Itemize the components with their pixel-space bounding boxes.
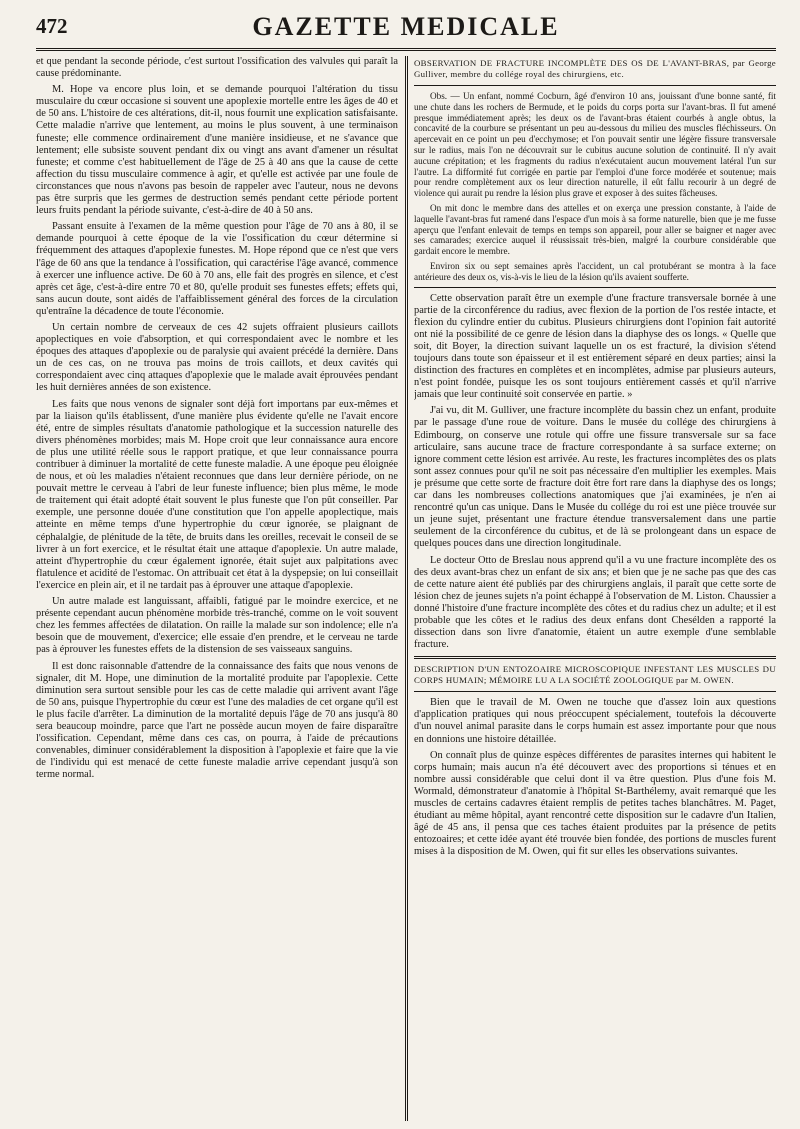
journal-title: GAZETTE MEDICALE [252,12,560,41]
observation-paragraph: Obs. — Un enfant, nommé Cocburn, âgé d'environ 10 ans, jouissant d'une bonne santé, fit une chute dans les rochers de Bermude, et le poids du corps porta sur l'avant-bras. Il fut amené presque immédiatement après; les deux os de l'avant-bras étaient courbés à angle obtus, la concavité de la courbure se présentant un peu au-dessous du milieu des muscles fléchisseurs. On apercevait en ce point un peu d'ecchymose; et l'on pouvait sentir une légère fissure transversale sur le radius, mais l'on ne découvrait sur le cubitus aucune solution de continuité. Il n'y avait aucune crépitation; et les fragments du radius n'exécutaient aucun mouvement latéral l'un sur l'autre. La difformité fut corrigée en partie par l'emploi d'une force modérée et soutenue; mais pour rendre complètement aux os leur direction naturelle, il eût fallu recourir à un degré de violence qui aurait pu rendre la lésion plus grave et exposer à des suites fâcheuses. [414,91,776,199]
separator [414,287,776,288]
paragraph: Les faits que nous venons de signaler sont déjà fort importans par eux-mêmes et par la liaison qu'ils établissent, d'une manière plus évidente qu'elle ne l'avait encore été, entre de simples résultats d'anatomie pathologique et la succession naturelle des divers phénomènes morbides; mais M. Hope croit que leur connaissance aura encore de plus une utilité réelle sous le rapport pratique, et que leur connaissance pourra contribuer à diminuer la mortalité de cette funeste maladie. A une époque peu éloignée de nous, et où les maladies n'étaient reconnues que dans leur dernière période, on ne pouvait mettre le cerveau à l'abri de leur funeste influence; bien plus même, le mode de traitement qui était adopté était souvent le plus funeste que l'on pût conseiller. Par exemple, une personne douée d'une constitution que l'on appelle apoplectique, mais atteinte en même temps d'une hypertrophie du cœur ignorée, se plaignant de céphalalgie, de plénitude de la tête, de bruits dans les oreilles, recevait le conseil de se livrer à un fort exercice, et le résultat était une attaque d'apoplexie. Un autre malade, atteint d'hypertrophie du cœur également ignorée, était sujet aux palpitations avec flatulence et acidité de l'estomac. On attribuait cet état à la dyspepsie; on lui conseillait l'exercice en plein air, et il ne tardait pas à éprouver une attaque d'apoplexie. [36,398,398,591]
separator [414,691,776,692]
section-title-description: DESCRIPTION D'UN ENTOZOAIRE MICROSCOPIQUE INFESTANT LES MUSCLES DU CORPS HUMAIN; MÉMOIRE LU A LA SOCIÉTÉ ZOOLOGIQUE par M. OWEN. [414,664,776,686]
paragraph: J'ai vu, dit M. Gulliver, une fracture incomplète du bassin chez un enfant, produite par le passage d'une roue de voiture. Dans le musée du collége des chirurgiens à Edimbourg, on conserve une rotule qui offre une fissure transversale sur sa face articulaire, sans aucune trace de fracture correspondante à sa surface externe; on ignore comment cette lésion est arrivée. Au reste, les fractures incomplètes des os plats sont assez connues pour qu'il ne soit pas nécessaire d'en multiplier les exemples. Mais je présume que cette sorte de fracture doit être fort rare dans la diaphyse des os longs; car dans les nombreuses collections anatomiques que j'ai examinées, je n'en ai rencontré qu'un cas unique. Dans le Musée du collége du roi est une pièce trouvée sur un jeune sujet, présentant une fracture étendue transversalement dans une partie seulement de la circonférence du cubitus, et de là se prolongeant dans un espace de quelques pouces dans une direction longitudinale. [414,405,776,550]
paragraph: Il est donc raisonnable d'attendre de la connaissance des faits que nous venons de signaler, dit M. Hope, une diminution de la mortalité produite par l'apoplexie. Cette diminution sera surtout sensible pour les cas de cette maladie qui arrivent avant l'âge de 50 ans, puisque l'hypertrophie du cœur est l'une des maladies de cet organe qu'il est le plus facile d'arrêter. La diminution de la mortalité depuis l'âge de 70 ans jusqu'à 80 sera beaucoup moindre, parce que l'art ne possède aucun moyen de faire disparaître l'ossification. Cependant, même dans ces cas, on pourra, à l'aide de précautions convenables, diminuer considérablement la disposition à l'apoplexie et faire que la vie de l'individu qui est menacé de cette funeste maladie arrive cependant jusqu'à son terme normal. [36,660,398,781]
separator [414,85,776,86]
observation-paragraph: Environ six ou sept semaines après l'accident, un cal protubérant se montra à la face antérieure des deux os, vis-à-vis le lieu de la lésion qu'ils avaient soufferte. [414,260,776,282]
page-number: 472 [36,14,68,38]
right-column [414,56,776,1116]
paragraph: Un autre malade est languissant, affaibli, fatigué par le moindre exercice, et ne présente cependant aucun phénomène morbide très-tranché, comme on le voit souvent chez les femmes affectées de dilatation. On raille la malade sur son indolence; elle n'a besoin que de mouvement, d'exercice; elle essaie d'en prendre, et le cerveau ne tarde pas à éprouver les funestes effets de la distension de ses vaisseaux sanguins. [36,596,398,656]
separator [414,656,776,659]
section-title-observation: OBSERVATION DE FRACTURE INCOMPLÈTE DES OS DE L'AVANT-BRAS, par George Gulliver, membre du collége royal des chirurgiens, etc. [414,58,776,79]
page-header [36,6,776,46]
paragraph: et que pendant la seconde période, c'est surtout l'ossification des valvules qui paraît la cause prédominante. [36,56,398,80]
column-divider [405,56,408,1121]
header-rule [36,48,776,51]
left-column [36,56,398,1116]
columns [36,56,776,1121]
paragraph: Passant ensuite à l'examen de la même question pour l'âge de 70 ans à 80, il se demande pourquoi à cette époque de la vie l'ossification du cœur détermine si fréquemment des attaques d'apoplexie funestes. M. Hope répond que ce n'est que vers l'âge de 60 ans que la tendance à l'ossification, qui caractérise l'âge avancé, commence à exercer une influence active. De 60 à 70 ans, elle fait des progrès en silence, et c'est après cet âge, c'est-à-dire entre 70 et 80, qu'elle produit ses funestes effets; effets qui, sans aucun doute, sont aidés de l'affaiblissement général des forces de la circulation qu'entraîne la décadence de toute l'économie. [36,221,398,317]
paragraph: Cette observation paraît être un exemple d'une fracture transversale bornée à une partie de la circonférence du radius, avec flexion de la portion de l'os restée intacte, et flexion du cylindre entier du cubitus. Plusieurs chirurgiens dont l'opinion fait autorité ont nié la possibilité de ce genre de lésion dans la diaphyse des os longs. « Quelle que soit, dit Boyer, la direction suivant laquelle un os est fracturé, la division s'étend toujours dans toute son épaisseur et il est entièrement séparé en deux parties; ainsi la distinction des fractures en complètes et en incomplètes, admise par plusieurs auteurs, n'est point fondée, puisque les os sont toujours entièrement cassés et qu'il n'arrive jamais que leur continuité soit conservée en partie. » [414,292,776,401]
newspaper-page [36,6,776,1121]
observation-paragraph: On mit donc le membre dans des attelles et on exerça une pression constante, à l'aide de laquelle l'avant-bras fut ramené dans l'espace d'un mois à sa forme naturelle, bien que je me fusse aperçu que l'enfant enlevait de temps en temps son appareil, pour aller se baigner et nager avec ses camarades; exercice auquel il réussissait très-bien, malgré la courbure considérable que gardait encore le membre. [414,202,776,257]
paragraph: M. Hope va encore plus loin, et se demande pourquoi l'altération du tissu musculaire du cœur occasione si souvent une apoplexie mortelle entre les âges de 40 et de 50 ans. L'histoire de ces altérations, dit-il, nous fournit une explication satisfaisante. Cette maladie n'arrive que lentement, au moins le plus souvent, à une terminaison funeste; elle commence ordinairement d'une manière insidieuse, et ne s'avance que lentement; elle subsiste souvent pendant dix ou vingt ans avant d'amener un résultat funeste; et comme c'est habituellement de l'âge de 25 à 40 ans que la cause de cette affection du tissu musculaire commence à agir, et qu'elle est activée par une foule de circonstances que nous n'avons pas besoin de rappeler avec l'auteur, nous ne devons pas être surpris que les germes de destruction semés pendant cette période portent leurs fruits pendant la période suivante, c'est-à-dire de 40 à 50 ans. [36,84,398,217]
paragraph: Un certain nombre de cerveaux de ces 42 sujets offraient plusieurs caillots apoplectiques en voie d'absorption, et qui correspondaient avec le nombre et les époques des attaques d'apoplexie ou de paralysie qui avaient précédé la dernière. Dans un de ces cas, on ne trouva pas moins de trois caillots, et deux cavités qui correspondaient avec cinq attaques d'apoplexie que le malade avait éprouvées pendant les huit dernières années de son existence. [36,321,398,394]
paragraph: Le docteur Otto de Breslau nous apprend qu'il a vu une fracture incomplète des os des deux avant-bras chez un enfant de six ans; et bien que je ne sache pas que des cas de cette nature aient été publiés par des chirurgiens anglais, il paraît que cette sorte de lésion chez de jeunes sujets n'a point échappé à l'observation de M. Liston. Chaussier a donné l'histoire d'une fracture incomplète des côtes et du radius chez un adulte; et il est probable que les côtes et le radius des deux enfans dont Chesélden a rapporté la dissection dans son livre d'anatomie, étaient un autre exemple d'une semblable fracture. [414,554,776,651]
paragraph: Bien que le travail de M. Owen ne touche que d'assez loin aux questions d'application pratiques qui nous préoccupent spécialement, toutefois la découverte d'un nouvel animal parasite dans le corps humain est assez importante pour que nous en donnions une histoire détaillée. [414,697,776,745]
paragraph: On connaît plus de quinze espèces différentes de parasites internes qui habitent le corps humain; mais aucun n'a été découvert avec des proportions si ténues et en nombre aussi considérable que celui dont il va être question. Plus d'une fois M. Wormald, démonstrateur d'anatomie à l'hôpital St-Barthélemy, avait remarqué que les muscles de certains cadavres étaient remplis de petites taches blanchâtres. M. Paget, étudiant au même hôpital, ayant rencontré cette disposition sur le cadavre d'un Italien, âgé de 45 ans, il pensa que ces taches étaient produites par la présence de petits entozoaires; et cette idée ayant été trouvée bien fondée, des portions de muscles furent mises à la disposition de M. Owen, qui fit sur elles les observations suivantes. [414,749,776,858]
